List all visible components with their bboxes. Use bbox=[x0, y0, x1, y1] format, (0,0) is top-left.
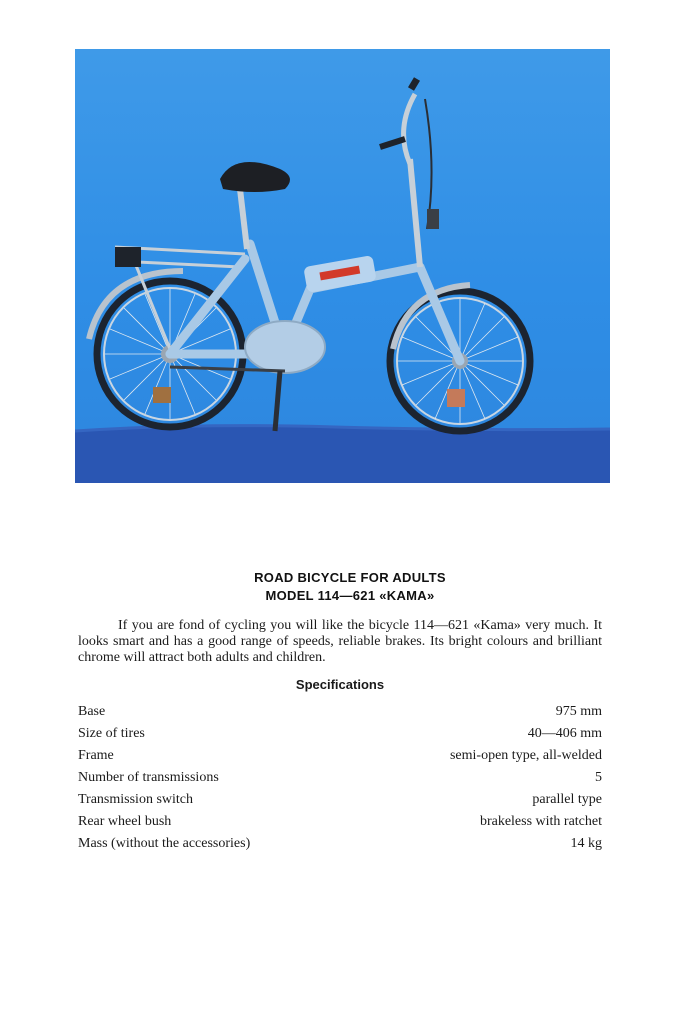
spec-row bbox=[78, 724, 602, 746]
model-subtitle: MODEL 114—621 «KAMA» bbox=[265, 588, 435, 603]
spec-label: Transmission switch bbox=[78, 792, 194, 807]
spec-value: parallel type bbox=[532, 792, 602, 807]
spec-label: Rear wheel bush bbox=[78, 814, 172, 829]
spec-row bbox=[78, 812, 602, 834]
spec-value: 5 bbox=[595, 770, 602, 785]
spec-value: semi-open type, all-welded bbox=[449, 748, 602, 763]
rear-lamp bbox=[115, 247, 141, 267]
spec-label: Number of transmissions bbox=[78, 770, 219, 785]
spec-row bbox=[78, 746, 602, 768]
spec-value: 14 kg bbox=[570, 836, 602, 851]
spec-label: Base bbox=[78, 704, 106, 719]
specifications-heading: Specifications bbox=[295, 677, 385, 692]
intro-paragraph: If you are fond of cycling you will like the bicycle 114—621 «Kama» very much. It looks smart and has a good range of speeds, reliable brakes. Its bright colours and brilliant chrome will attract both adults and children. bbox=[78, 618, 602, 665]
ground-shape bbox=[75, 426, 610, 483]
page-title: ROAD BICYCLE FOR ADULTS bbox=[254, 570, 446, 585]
spec-label: Mass (without the accessories) bbox=[78, 836, 251, 851]
spec-row bbox=[78, 768, 602, 790]
saddle bbox=[220, 162, 290, 192]
bicycle-illustration bbox=[75, 49, 610, 483]
spec-row bbox=[78, 702, 602, 724]
spec-value: 975 mm bbox=[555, 704, 602, 719]
spec-label: Frame bbox=[78, 748, 114, 763]
spec-row bbox=[78, 834, 602, 856]
spec-label: Size of tires bbox=[78, 726, 145, 741]
spec-value: 40—406 mm bbox=[527, 726, 602, 741]
handlebar bbox=[404, 94, 415, 164]
bicycle-photo bbox=[75, 49, 610, 483]
chainguard bbox=[245, 321, 325, 373]
spec-row bbox=[78, 790, 602, 812]
specifications-table bbox=[78, 702, 602, 856]
kickstand bbox=[275, 371, 280, 431]
spec-value: brakeless with ratchet bbox=[479, 814, 602, 829]
